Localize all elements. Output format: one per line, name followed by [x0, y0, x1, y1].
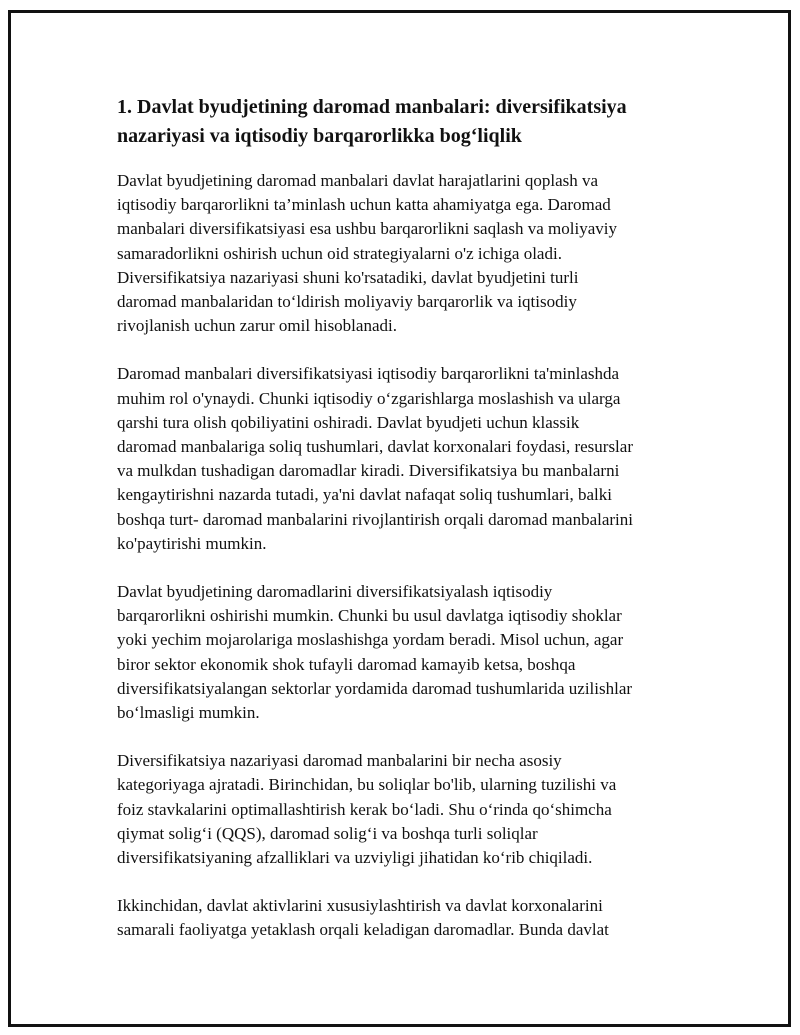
paragraph-2: Daromad manbalari diversifikatsiyasi iqtisodiy barqarorlikni ta'minlashda muhim rol o'ynaydi. Chunki iqtisodiy o‘zgarishlarga moslashish va ularga qarshi tura olish qobiliyatini oshiradi. Davlat byudjeti uchun klassik daromad manbalariga soliq tushumlari, davlat korxonalari foydasi, resurslar va mulkdan tushadigan daromadlar kiradi. Diversifikatsiya bu manbalarni kengaytirishni nazarda tutadi, ya'ni davlat nafaqat soliq tushumlari, balki boshqa turt- daromad manbalarini rivojlantirish orqali daromad manbalarini ko'paytirishi mumkin.: [117, 364, 633, 553]
document-body: [117, 93, 687, 967]
section-heading: 1. Davlat byudjetining daromad manbalari: diversifikatsiya nazariyasi va iqtisodiy barqarorlikka bog‘liqlik: [117, 96, 627, 147]
paragraph-5: Ikkinchidan, davlat aktivlarini xususiylashtirish va davlat korxonalarini samarali faoliyatga yetaklash orqali keladigan daromadlar. Bunda davlat: [117, 896, 609, 940]
paragraph-1: Davlat byudjetining daromad manbalari davlat harajatlarini qoplash va iqtisodiy barqarorlikni ta’minlash uchun katta ahamiyatga ega. Daromad manbalari diversifikatsiyasi esa ushbu barqarorlikni saqlash va moliyaviy samaradorlikni oshirish uchun oid strategiyalarni o'z ichiga oladi. Diversifikatsiya nazariyasi shuni ko'rsatadiki, davlat byudjetini turli daromad manbalaridan to‘ldirish moliyaviy barqarorlik va iqtisodiy rivojlanish uchun zarur omil hisoblanadi.: [117, 171, 617, 336]
paragraph-3: Davlat byudjetining daromadlarini diversifikatsiyalash iqtisodiy barqarorlikni oshirishi mumkin. Chunki bu usul davlatga iqtisodiy shoklar yoki yechim mojarolariga moslashishga yordam beradi. Misol uchun, agar biror sektor ekonomik shok tufayli daromad kamayib ketsa, boshqa diversifikatsiyalangan sektorlar yordamida daromad tushumlarida uzilishlar bo‘lmasligi mumkin.: [117, 582, 633, 723]
paragraph-4: Diversifikatsiya nazariyasi daromad manbalarini bir necha asosiy kategoriyaga ajratadi. Birinchidan, bu soliqlar bo'lib, ularning tuzilishi va foiz stavkalarini optimallashtirish kerak bo‘ladi. Shu o‘rinda qo‘shimcha qiymat solig‘i (QQS), daromad solig‘i va boshqa turli soliqlar diversifikatsiyaning afzalliklari va uzviyligi jihatidan ko‘rib chiqiladi.: [117, 751, 617, 868]
